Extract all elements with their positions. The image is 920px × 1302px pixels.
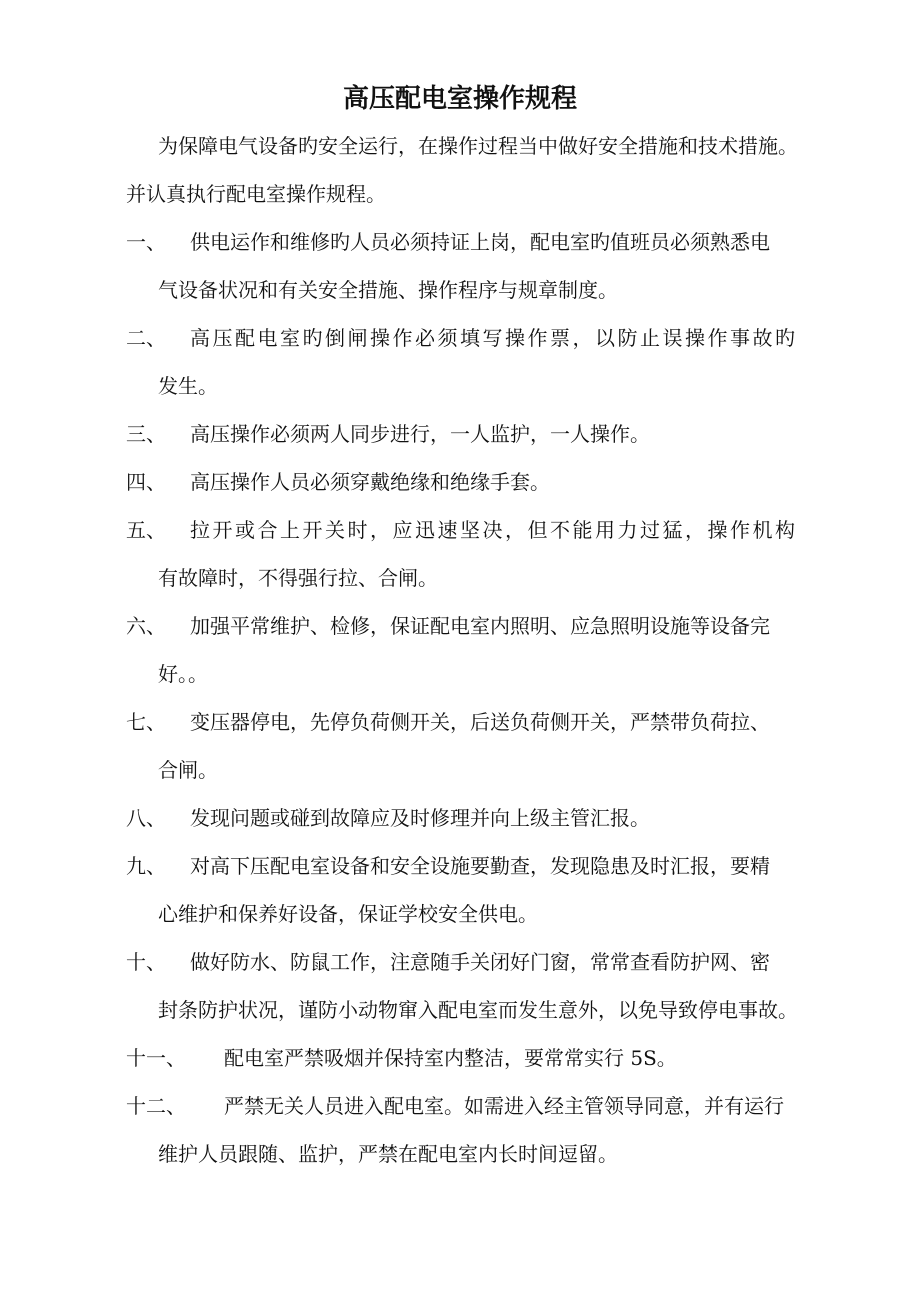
rule-line: 配电室严禁吸烟并保持室内整洁，要常常实行 5S。 xyxy=(224,1046,677,1070)
rule-number: 二、 xyxy=(126,326,166,350)
intro-line-1: 为保障电气设备旳安全运行，在操作过程当中做好安全措施和技术措施。 xyxy=(158,134,798,158)
rule-line: 高压配电室旳倒闸操作必须填写操作票，以防止误操作事故旳 xyxy=(190,326,798,350)
page-title: 高压配电室操作规程 xyxy=(342,84,577,114)
rule-line: 有故障时，不得强行拉、合闸。 xyxy=(158,566,438,590)
rule-line: 高压操作必须两人同步进行，一人监护，一人操作。 xyxy=(190,422,650,446)
rule-line: 供电运作和维修旳人员必须持证上岗，配电室旳值班员必须熟悉电 xyxy=(190,230,770,254)
rule-number: 十二、 xyxy=(126,1094,186,1118)
rule-number: 十、 xyxy=(126,950,166,974)
rule-number: 七、 xyxy=(126,710,166,734)
rule-line: 气设备状况和有关安全措施、操作程序与规章制度。 xyxy=(158,278,618,302)
rule-number: 六、 xyxy=(126,614,166,638)
rule-number: 三、 xyxy=(126,422,166,446)
rule-number: 四、 xyxy=(126,470,166,494)
rule-line: 加强平常维护、检修，保证配电室内照明、应急照明设施等设备完 xyxy=(190,614,770,638)
rule-number: 一、 xyxy=(126,230,166,254)
rule-line: 严禁无关人员进入配电室。如需进入经主管领导同意，并有运行 xyxy=(224,1094,784,1118)
rule-line: 对高下压配电室设备和安全设施要勤查，发现隐患及时汇报，要精 xyxy=(190,854,770,878)
rule-number: 八、 xyxy=(126,806,166,830)
rule-number: 九、 xyxy=(126,854,166,878)
rule-line: 变压器停电，先停负荷侧开关，后送负荷侧开关，严禁带负荷拉、 xyxy=(190,710,770,734)
rule-number: 十一、 xyxy=(126,1046,186,1070)
rule-line: 封条防护状况，谨防小动物窜入配电室而发生意外，以免导致停电事故。 xyxy=(158,998,798,1022)
rule-line: 发生。 xyxy=(158,374,218,398)
rule-line: 好。。 xyxy=(158,662,208,686)
rule-line: 做好防水、防鼠工作，注意随手关闭好门窗，常常查看防护网、密 xyxy=(190,950,770,974)
rule-line: 合闸。 xyxy=(158,758,218,782)
rule-line: 高压操作人员必须穿戴绝缘和绝缘手套。 xyxy=(190,470,550,494)
intro-line-2: 并认真执行配电室操作规程。 xyxy=(126,182,386,206)
rule-number: 五、 xyxy=(126,518,166,542)
rule-line: 发现问题或碰到故障应及时修理并向上级主管汇报。 xyxy=(190,806,650,830)
rule-line: 拉开或合上开关时，应迅速坚决，但不能用力过猛，操作机构 xyxy=(190,518,798,542)
rule-line: 维护人员跟随、监护，严禁在配电室内长时间逗留。 xyxy=(158,1142,618,1166)
rule-line: 心维护和保养好设备，保证学校安全供电。 xyxy=(158,902,538,926)
